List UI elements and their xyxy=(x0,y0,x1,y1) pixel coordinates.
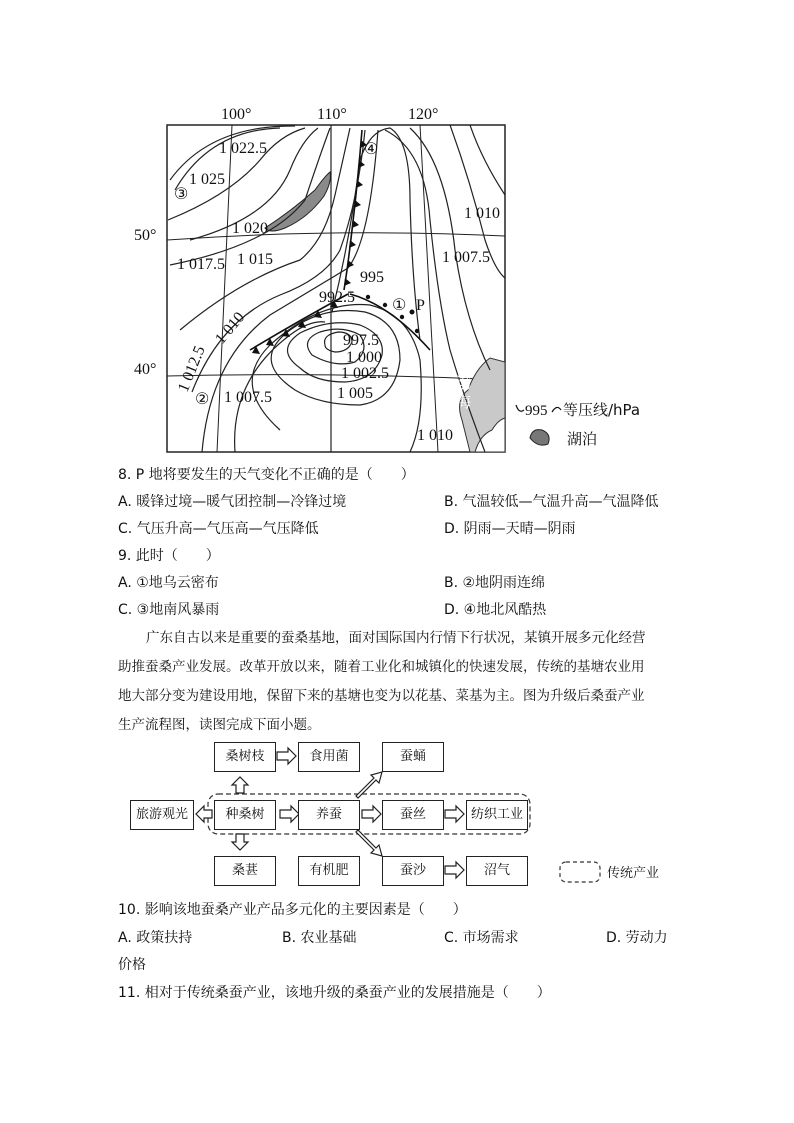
isobar-label: 1 010 xyxy=(417,427,453,444)
legend-lake-text: 湖泊 xyxy=(567,430,598,448)
lon-100: 100° xyxy=(221,106,252,123)
isobar-label: 1 007.5 xyxy=(442,249,490,266)
arrow-right-icon xyxy=(280,806,299,822)
marker-2: ② xyxy=(195,391,210,408)
flow-box-silkworm-pupa: 蚕蛹 xyxy=(382,742,444,772)
passage-line: 助推蚕桑产业发展。改革开放以来，随着工业化和城镇化的快速发展，传统的基塘农业用 xyxy=(118,659,645,675)
q9-option-a[interactable]: A. ①地乌云密布 xyxy=(118,575,219,591)
isobar-label: 992.5 xyxy=(319,289,355,306)
flow-box-tourism: 旅游观光 xyxy=(130,800,194,830)
q10-option-d[interactable]: D. 劳动力 xyxy=(606,930,668,946)
flow-box-textile: 纺织工业 xyxy=(466,800,528,830)
q9-stem: 9. 此时（ ） xyxy=(118,548,220,564)
isobar-label: 1 025 xyxy=(189,171,225,188)
marker-3: ③ xyxy=(174,186,189,203)
arrow-left-icon xyxy=(196,806,212,822)
legend-isobar-text: 等压线/hPa xyxy=(563,401,641,419)
arrow-up-icon xyxy=(232,777,248,793)
isobar-map xyxy=(120,100,680,455)
isobar-label: 1 020 xyxy=(232,220,268,237)
isobar-label: 997.5 xyxy=(343,332,379,349)
legend-isobar-sample: 995 xyxy=(525,403,548,419)
q10-option-b[interactable]: B. 农业基础 xyxy=(282,930,357,946)
q8-option-b[interactable]: B. 气温较低—气温升高—气温降低 xyxy=(444,494,659,510)
parallel-40 xyxy=(167,375,505,380)
marker-4: ④ xyxy=(364,141,379,158)
q8-option-d[interactable]: D. 阴雨—天晴—阴雨 xyxy=(444,521,576,537)
meridian-120 xyxy=(420,125,438,452)
q9-option-b[interactable]: B. ②地阴雨连绵 xyxy=(444,575,546,591)
flow-box-plant-mulberry: 种桑树 xyxy=(214,800,276,830)
flow-box-silkworm-excrement: 蚕沙 xyxy=(382,856,444,886)
flow-box-mulberry-fruit: 桑葚 xyxy=(214,856,276,886)
isobar-label: 1 015 xyxy=(237,251,273,268)
flow-box-edible-fungus: 食用菌 xyxy=(298,742,360,772)
isobar-label: 995 xyxy=(360,269,384,286)
sea-label-1: 渤 xyxy=(456,376,472,392)
lake xyxy=(265,172,330,231)
isobar-label: 1 005 xyxy=(337,385,373,402)
q9-option-c[interactable]: C. ③地南风暴雨 xyxy=(118,602,220,618)
lat-40: 40° xyxy=(134,361,157,378)
flow-box-raise-silkworm: 养蚕 xyxy=(298,800,360,830)
isobar-label: 1 000 xyxy=(346,349,382,366)
q10-stem: 10. 影响该地蚕桑产业产品多元化的主要因素是（ ） xyxy=(118,902,467,918)
q8-option-a[interactable]: A. 暖锋过境—暖气团控制—冷锋过境 xyxy=(118,494,347,510)
passage-line: 地大部分变为建设用地，保留下来的基塘也变为以花基、菜基为主。图为升级后桑蚕产业 xyxy=(118,688,645,704)
q9-option-d[interactable]: D. ④地北风酷热 xyxy=(444,602,547,618)
passage xyxy=(118,624,678,740)
q8-stem: 8. P 地将要发生的天气变化不正确的是（ ） xyxy=(118,467,415,483)
sericulture-flowchart xyxy=(120,736,680,886)
map-legend xyxy=(516,401,640,448)
q11-stem: 11. 相对于传统桑蚕产业，该地升级的桑蚕产业的发展措施是（ ） xyxy=(118,985,551,1001)
isobar-label: 1 010 xyxy=(464,205,500,222)
flow-legend-label: 传统产业 xyxy=(607,866,660,881)
lon-120: 120° xyxy=(408,106,439,123)
q10-option-d-wrap: 价格 xyxy=(118,957,146,973)
q10-option-c[interactable]: C. 市场需求 xyxy=(444,930,519,946)
isobar xyxy=(470,125,505,195)
isobar-label: 1 022.5 xyxy=(219,140,267,157)
arrow-right-icon xyxy=(277,748,296,764)
isobar xyxy=(235,322,325,452)
isobar-label: 1 010 xyxy=(212,309,249,348)
isobar-label: 1 002.5 xyxy=(341,365,389,382)
flow-box-organic-fertilizer: 有机肥 xyxy=(298,856,360,886)
arrow-right-icon xyxy=(445,806,464,822)
lon-110: 110° xyxy=(317,106,347,123)
parallel-50 xyxy=(167,233,505,240)
point-p xyxy=(410,310,415,315)
marker-1: ① xyxy=(392,297,407,314)
q10-option-a[interactable]: A. 政策扶持 xyxy=(118,930,193,946)
passage-line: 生产流程图，读图完成下面小题。 xyxy=(118,717,321,733)
arrow-down-icon xyxy=(232,834,248,850)
sea-label-2: 海 xyxy=(456,395,472,411)
arrow-right-icon xyxy=(362,806,381,822)
isobar-label: 1 012.5 xyxy=(174,343,209,395)
lat-50: 50° xyxy=(134,227,157,244)
isobar-label: 1 017.5 xyxy=(177,256,225,273)
arrow-right-icon xyxy=(445,862,464,878)
legend-lake-swatch xyxy=(530,430,549,445)
q8-option-c[interactable]: C. 气压升高—气压高—气压降低 xyxy=(118,521,319,537)
legend-dashed-swatch xyxy=(560,862,600,882)
flow-box-biogas: 沼气 xyxy=(466,856,528,886)
point-p-label: P xyxy=(416,297,425,314)
isobar-label: 1 007.5 xyxy=(224,389,272,406)
flow-box-silk: 蚕丝 xyxy=(382,800,444,830)
passage-line: 广东自古以来是重要的蚕桑基地，面对国际国内行情下行状况，某镇开展多元化经营 xyxy=(146,630,646,646)
flow-box-mulberry-branch: 桑树枝 xyxy=(214,742,276,772)
